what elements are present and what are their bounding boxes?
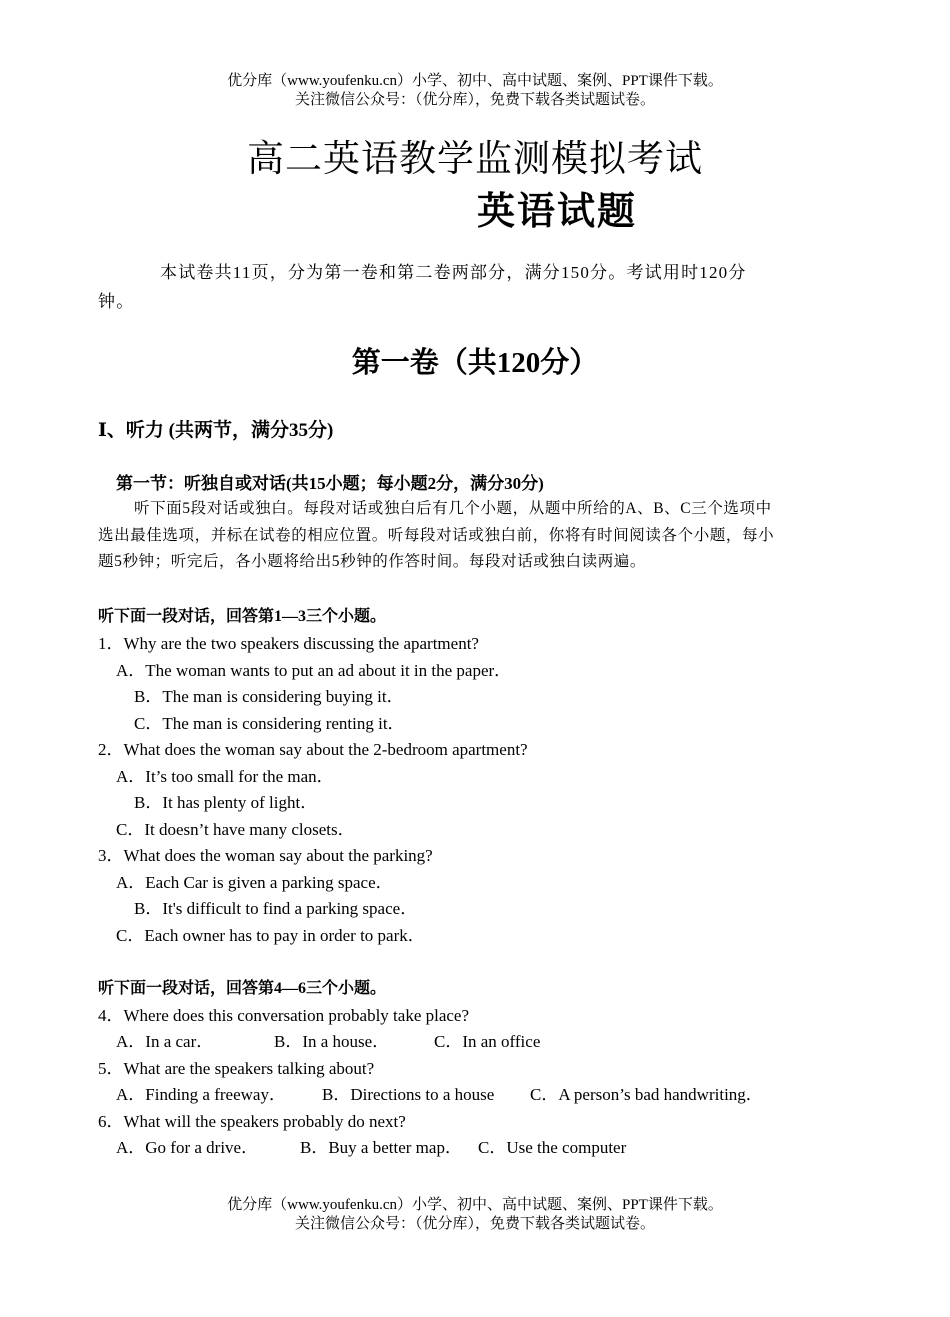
header-line-2: 关注微信公众号：（优分库），免费下载各类试题试卷。 [294, 92, 655, 108]
intro-line-1: 本试卷共11页，分为第一卷和第二卷两部分，满分150分。考试用时120分 [160, 263, 747, 282]
question-6-option-c: C．Use the computer [478, 1138, 627, 1157]
volume-1-title: 第一卷（共120分） [351, 347, 599, 379]
question-1-option-c: C．The man is considering renting it． [134, 714, 405, 733]
question-2-option-b: B．It has plenty of light． [134, 793, 318, 812]
question-2-option-a: A．It’s too small for the man． [116, 767, 334, 786]
question-5-option-a: A．Finding a freeway． [116, 1085, 286, 1104]
exam-subtitle: 英语试题 [477, 191, 638, 233]
footer-line-2: 关注微信公众号：（优分库），免费下载各类试题试卷。 [294, 1216, 655, 1232]
question-1-stem: 1．Why are the two speakers discussing the apartment? [98, 634, 479, 653]
question-4-option-b: B．In a house． [274, 1032, 390, 1051]
question-4-option-a: A．In a car． [116, 1032, 214, 1051]
question-2-stem: 2．What does the woman say about the 2-bedroom apartment? [98, 740, 528, 759]
instruction-line-1: 听下面5段对话或独白。每段对话或独白后有几个小题，从题中所给的A、B、C三个选项中 [134, 500, 772, 517]
part-1-heading: Ⅰ、听力 (共两节，满分35分) [98, 420, 334, 441]
group-1-heading: 听下面一段对话，回答第1—3三个小题。 [98, 608, 387, 625]
instruction-line-2: 选出最佳选项，并标在试卷的相应位置。听每段对话或独白前，你将有时间阅读各个小题，每小 [98, 527, 775, 544]
question-3-stem: 3．What does the woman say about the parking? [98, 846, 433, 865]
question-4-option-c: C．In an office [434, 1032, 541, 1051]
question-3-option-c: C．Each owner has to pay in order to park． [116, 926, 425, 945]
question-3-option-b: B．It's difficult to find a parking space． [134, 899, 418, 918]
question-3-option-a: A．Each Car is given a parking space． [116, 873, 393, 892]
question-1-option-b: B．The man is considering buying it． [134, 687, 404, 706]
question-5-stem: 5．What are the speakers talking about? [98, 1059, 375, 1078]
question-6-stem: 6．What will the speakers probably do next? [98, 1112, 406, 1131]
question-2-option-c: C．It doesn’t have many closets． [116, 820, 355, 839]
header-line-1: 优分库（www.youfenku.cn）小学、初中、高中试题、案例、PPT课件下载。 [227, 73, 723, 89]
intro-line-2: 钟。 [98, 292, 135, 311]
question-5-option-b: B．Directions to a house [322, 1085, 495, 1104]
question-1-option-a: A．The woman wants to put an ad about it in the paper． [116, 661, 512, 680]
question-6-option-a: A．Go for a drive． [116, 1138, 259, 1157]
group-2-heading: 听下面一段对话，回答第4—6三个小题。 [98, 980, 387, 997]
question-6-option-b: B．Buy a better map． [300, 1138, 462, 1157]
question-5-option-c: C．A person’s bad handwriting． [530, 1085, 763, 1104]
exam-title: 高二英语教学监测模拟考试 [247, 139, 703, 180]
question-4-stem: 4．Where does this conversation probably take place? [98, 1006, 470, 1025]
footer-line-1: 优分库（www.youfenku.cn）小学、初中、高中试题、案例、PPT课件下载。 [227, 1197, 723, 1213]
instruction-line-3: 题5秒钟；听完后，各小题将给出5秒钟的作答时间。每段对话或独白读两遍。 [98, 553, 647, 570]
section-1-heading: 第一节：听独自或对话(共15小题；每小题2分，满分30分) [116, 474, 544, 493]
